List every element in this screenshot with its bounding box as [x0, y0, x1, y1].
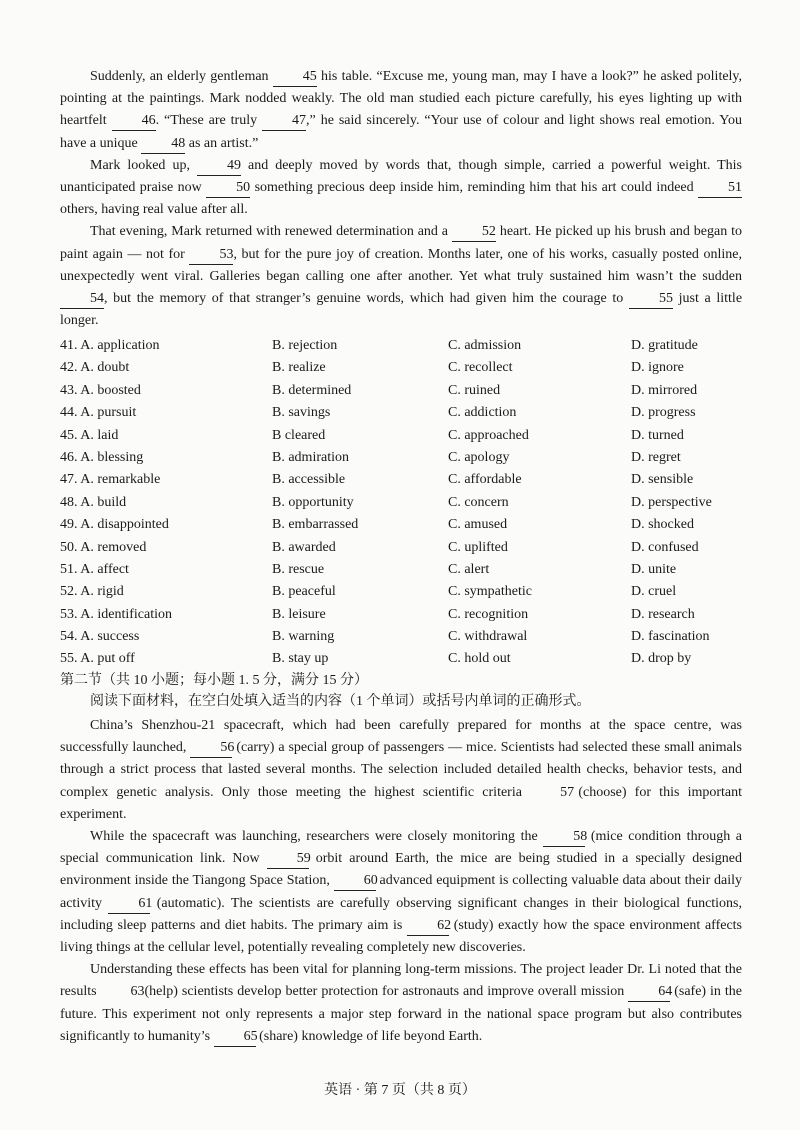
option-c: C. recognition	[448, 606, 529, 622]
option-c: C. sympathetic	[448, 584, 532, 600]
option-row	[60, 648, 760, 670]
option-a: 41. A. application	[60, 338, 160, 353]
option-b: B cleared	[272, 427, 326, 443]
passage-text: (safe) in the future. This experiment not only represents a major step forward in the national space program but also contributes significantly to humanity’s	[60, 984, 742, 1044]
passage-text: his table. “Excuse me, young man, may I have a look?” he asked politely, pointing at the paintings. Mark nodded weakly. The old man studied each picture carefully, his eyes lighting up with heartfelt	[60, 69, 743, 129]
section-heading: 第二节（共 10 小题；每小题 1. 5 分，满分 15 分）	[60, 673, 368, 688]
option-c: C. approached	[448, 427, 529, 443]
blank-50: 50	[206, 179, 250, 198]
option-d: D. drop by	[631, 651, 692, 667]
blank-59: 59	[267, 850, 309, 869]
option-b: B. accessible	[272, 472, 346, 488]
blank-62: 62	[407, 917, 449, 936]
option-b: B. rejection	[272, 338, 338, 353]
option-c: C. addiction	[448, 405, 517, 421]
blank-65: 65	[214, 1028, 256, 1047]
option-b: B. embarrassed	[272, 517, 359, 533]
option-row	[60, 425, 760, 447]
option-d: D. cruel	[631, 584, 677, 600]
blank-60: 60	[334, 872, 376, 891]
option-d: D. shocked	[631, 517, 694, 533]
passage-text: something precious deep inside him, reminding him that his art could indeed	[254, 180, 694, 196]
option-d: D. sensible	[631, 472, 694, 488]
option-a: 44. A. pursuit	[60, 405, 137, 421]
option-b: B. leisure	[272, 606, 326, 622]
option-row	[60, 380, 760, 402]
paragraph-3	[60, 221, 742, 332]
option-b: B. opportunity	[272, 494, 354, 510]
grammar-fill-passage	[60, 715, 742, 1048]
paragraph-2	[60, 826, 742, 959]
option-a: 54. A. success	[60, 629, 140, 645]
option-d: D. research	[631, 606, 695, 622]
answer-options	[60, 335, 760, 671]
option-b: B. savings	[272, 405, 331, 421]
option-d: D. turned	[631, 427, 684, 443]
blank-53: 53	[189, 246, 233, 265]
option-d: D. unite	[631, 561, 677, 577]
blank-64: 64	[628, 983, 670, 1002]
option-d: D. ignore	[631, 360, 684, 376]
option-a: 47. A. remarkable	[60, 472, 161, 488]
passage-text: (carry) a special group of passengers — mice. Scientists had selected these small animals through a strict process that lasted several months. The selection included detailed health checks, behavior tests, and complex genetic analysis. Only those meeting the highest scientific criteria	[60, 740, 743, 800]
passage-text: as an artist.”	[188, 135, 259, 151]
option-a: 48. A. build	[60, 494, 127, 510]
option-row	[60, 492, 760, 514]
section-instruction: 阅读下面材料，在空白处填入适当的内容（1 个单词）或括号内单词的正确形式。	[90, 694, 591, 709]
option-a: 49. A. disappointed	[60, 517, 169, 533]
passage-text: Suddenly, an elderly gentleman	[90, 69, 269, 84]
blank-51: 51	[698, 179, 742, 198]
blank-58: 58	[543, 828, 585, 847]
passage-text: While the spacecraft was launching, researchers were closely monitoring the	[90, 829, 538, 845]
page-footer: 英语 · 第 7 页（共 8 页）	[324, 1083, 476, 1098]
passage-text: , but the memory of that stranger’s genuine words, which had given him the courage to	[104, 291, 624, 307]
option-b: B. realize	[272, 360, 326, 376]
option-row	[60, 335, 760, 357]
option-a: 46. A. blessing	[60, 449, 144, 465]
option-d: D. gratitude	[631, 338, 698, 353]
passage-text: (automatic). The scientists are carefully observing significant changes in their biological functions, including sleep patterns and diet habits. The primary aim is	[60, 895, 743, 933]
paragraph-2	[60, 155, 742, 222]
passage-text: heart. He picked up his brush and began to paint again — not for	[60, 224, 743, 262]
option-d: D. confused	[631, 539, 699, 555]
option-row	[60, 604, 760, 626]
option-c: C. affordable	[448, 472, 522, 488]
option-c: C. hold out	[448, 651, 511, 667]
option-c: C. amused	[448, 517, 508, 533]
option-c: C. apology	[448, 449, 510, 465]
option-c: C. withdrawal	[448, 629, 528, 645]
blank-49: 49	[197, 157, 241, 176]
option-b: B. warning	[272, 629, 335, 645]
passage-text: That evening, Mark returned with renewed determination and a	[90, 224, 449, 240]
passage-text: and deeply moved by words that, though simple, carried a powerful weight. This unanticipated praise now	[60, 157, 743, 196]
option-d: D. fascination	[631, 629, 710, 645]
passage-text: orbit around Earth, the mice are being studied in a specially designed environment inside the Tiangong Space Station,	[60, 851, 743, 889]
option-row	[60, 559, 760, 581]
blank-55: 55	[629, 290, 673, 309]
cloze-passage	[60, 66, 742, 332]
blank-61: 61	[108, 895, 150, 914]
option-b: B. determined	[272, 382, 352, 398]
option-b: B. peaceful	[272, 584, 336, 600]
blank-57: 57	[560, 784, 575, 800]
paragraph-3	[60, 959, 742, 1048]
passage-text: ,” he said sincerely. “Your use of colour and light shows real emotion. You have a unique	[60, 113, 743, 151]
passage-text: others, having real value after all.	[60, 202, 248, 218]
passage-text: . “These are truly	[155, 113, 258, 129]
passage-text: (share) knowledge of life beyond Earth.	[259, 1028, 483, 1044]
option-row	[60, 447, 760, 469]
option-c: C. alert	[448, 561, 490, 577]
option-b: B. admiration	[272, 449, 349, 465]
option-d: D. mirrored	[631, 382, 698, 398]
option-c: C. ruined	[448, 382, 501, 398]
blank-48: 48	[141, 135, 185, 154]
option-row	[60, 357, 760, 379]
option-b: B. rescue	[272, 561, 325, 577]
option-c: C. concern	[448, 494, 509, 510]
blank-52: 52	[452, 223, 496, 242]
option-b: B. awarded	[272, 539, 336, 555]
option-a: 50. A. removed	[60, 539, 147, 555]
option-c: C. admission	[448, 338, 522, 353]
option-a: 42. A. doubt	[60, 360, 130, 376]
option-row	[60, 514, 760, 536]
option-a: 52. A. rigid	[60, 584, 124, 600]
passage-text: advanced equipment is collecting valuable data about their daily activity	[60, 873, 743, 911]
option-row	[60, 626, 760, 648]
passage-text: (study) exactly how the space environment affects living things at the cellular level, potentially revealing completely new discoveries.	[60, 917, 743, 956]
passage-text: China’s Shenzhou-21 spacecraft, which had been carefully prepared for months at the space centre, was successfully launched,	[60, 718, 742, 756]
option-a: 51. A. affect	[60, 561, 129, 577]
option-a: 43. A. boosted	[60, 382, 141, 398]
option-a: 45. A. laid	[60, 427, 119, 443]
option-row	[60, 581, 760, 603]
passage-text: Mark looked up,	[90, 157, 190, 173]
blank-56: 56	[190, 739, 232, 758]
blank-54: 54	[60, 290, 104, 309]
option-d: D. progress	[631, 405, 696, 421]
option-b: B. stay up	[272, 651, 329, 667]
paragraph-1	[60, 715, 742, 826]
blank-46: 46	[112, 112, 156, 131]
passage-text: , but for the pure joy of creation. Months later, one of his works, casually posted online, unexpectedly went viral. Galleries began calling one after another. Yet what truly sustained him wasn’t the sudden	[60, 246, 743, 284]
passage-text: Understanding these effects has been vital for planning long-term missions. The project leader Dr. Li noted that the results	[60, 962, 742, 1000]
passage-text: (mice condition through a special communication link. Now	[60, 829, 743, 867]
option-row	[60, 537, 760, 559]
option-a: 55. A. put off	[60, 651, 135, 667]
blank-47: 47	[262, 112, 306, 131]
option-c: C. uplifted	[448, 539, 508, 555]
passage-text: (choose) for this important experiment.	[60, 784, 743, 822]
option-row	[60, 402, 760, 424]
option-row	[60, 469, 760, 491]
blank-63: 63	[130, 984, 145, 1000]
passage-text: just a little longer.	[60, 291, 743, 329]
paragraph-1	[60, 66, 742, 155]
option-d: D. regret	[631, 449, 681, 465]
option-a: 53. A. identification	[60, 606, 172, 622]
option-c: C. recollect	[448, 360, 513, 376]
blank-45: 45	[273, 68, 317, 87]
passage-text: (help) scientists develop better protection for astronauts and improve overall mission	[144, 984, 625, 1000]
option-d: D. perspective	[631, 494, 712, 510]
